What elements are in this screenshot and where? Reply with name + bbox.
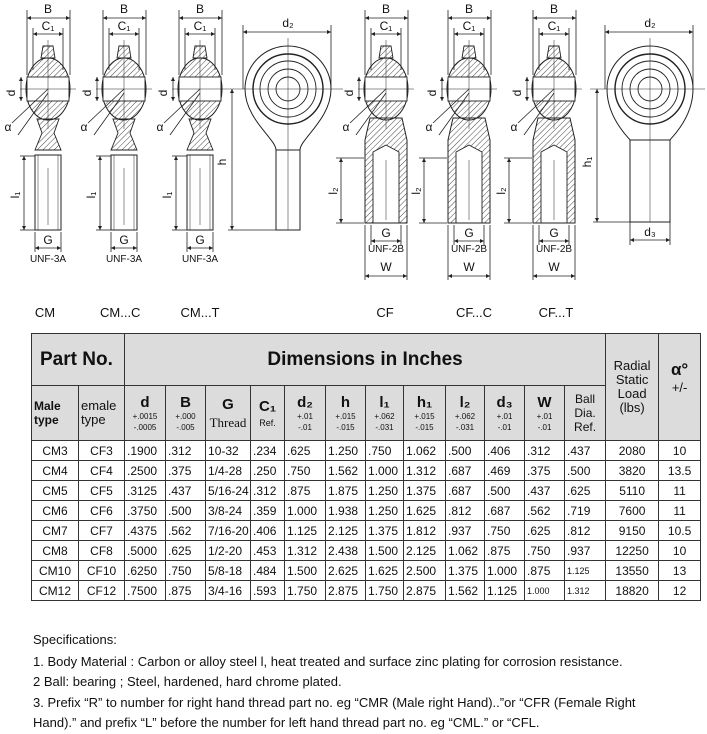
label-l2: l₂ [494,187,508,195]
column-tolerance: +.015 [335,411,356,421]
table-row [32,461,701,481]
column-tolerance: -.01 [298,422,312,432]
value-cell: .375 [525,461,565,481]
label-b: B [381,2,391,16]
label-alpha: α [425,120,433,134]
label-l2: l₂ [409,187,423,195]
value-cell: 2.438 [326,541,366,561]
label-alpha: α [510,120,518,134]
female-part-cell: CF4 [79,461,125,481]
column-tolerance: +.062 [454,411,476,421]
value-cell: .875 [285,481,326,501]
drawing-caption: CM...C [100,305,141,320]
column-header [166,386,206,441]
label-thread-spec: UNF-3A [181,254,219,265]
label-thread-spec: UNF-2B [367,244,405,255]
value-cell: .750 [285,461,326,481]
value-cell: 13 [659,561,701,581]
value-cell: .500 [565,461,606,481]
value-cell: .250 [251,461,285,481]
column-header [366,386,404,441]
value-cell: 1.500 [285,561,326,581]
table-row [32,581,701,601]
label-alpha: α [342,120,350,134]
label-c1: C₁ [41,19,55,33]
column-header [525,386,565,441]
value-cell: .500 [166,501,206,521]
value-cell: 1.562 [326,461,366,481]
label-g: G [381,226,391,240]
drawing-female-side [494,2,582,280]
value-cell: .625 [285,441,326,461]
label-l1: l₁ [8,191,22,199]
column-tolerance: +.015 [414,411,435,421]
label-g: G [464,226,474,240]
column-symbol: d₂ [297,393,313,411]
label-g: G [549,226,559,240]
value-cell: 11 [659,481,701,501]
male-part-cell: CM8 [32,541,79,561]
drawing-female-front [580,16,705,245]
value-cell: 13550 [606,561,659,581]
value-cell: 12 [659,581,701,601]
column-symbol: B [180,393,191,411]
column-tolerance: -.015 [336,422,355,432]
female-part-cell: CF3 [79,441,125,461]
value-cell: 5/16-24 [206,481,251,501]
male-part-cell: CM3 [32,441,79,461]
value-cell: 1.312 [285,541,326,561]
value-cell: .500 [446,441,485,461]
value-cell: .375 [166,461,206,481]
label-g: G [119,233,129,247]
value-cell: .4375 [125,521,166,541]
column-symbol: W [537,393,552,411]
column-symbol: G [222,395,234,413]
value-cell: 1.125 [485,581,525,601]
column-header [251,386,285,441]
value-cell: .875 [485,541,525,561]
value-cell: .453 [251,541,285,561]
value-cell: .687 [446,461,485,481]
value-cell: .406 [251,521,285,541]
value-cell: .312 [166,441,206,461]
value-cell: 1/2-20 [206,541,251,561]
value-cell: .875 [166,581,206,601]
drawing-caption: CF...C [455,305,493,320]
column-tolerance: +.0015 [132,411,158,421]
value-cell: 1.000 [485,561,525,581]
spec-line-2: 2 Ball: bearing ; Steel, hardened, hard chrome plated. [33,674,342,689]
value-cell: .625 [525,521,565,541]
value-cell: 1.125 [285,521,326,541]
value-cell: .3125 [125,481,166,501]
value-cell: 9150 [606,521,659,541]
alpha-symbol: α° [670,360,689,379]
value-cell: 5110 [606,481,659,501]
value-cell: 2.125 [326,521,366,541]
value-cell: 1.750 [366,581,404,601]
value-cell: 1.500 [366,541,404,561]
value-cell: .812 [446,501,485,521]
column-header [125,386,166,441]
value-cell: .625 [166,541,206,561]
value-cell: .2500 [125,461,166,481]
value-cell: 2.875 [404,581,446,601]
value-cell: .937 [446,521,485,541]
column-tolerance: -.01 [537,422,552,432]
label-d2: d₂ [644,16,656,30]
female-part-cell: CF12 [79,581,125,601]
female-part-cell: CF6 [79,501,125,521]
value-cell: 1.812 [404,521,446,541]
value-cell: .437 [166,481,206,501]
female-part-cell: CF7 [79,521,125,541]
label-c1: C₁ [117,19,131,33]
label-alpha: α [4,120,12,134]
label-d: d [510,89,524,97]
value-cell: 1.250 [326,441,366,461]
table-row [32,481,701,501]
value-cell: .562 [166,521,206,541]
value-cell: 3/8-24 [206,501,251,521]
value-cell: 10.5 [659,521,701,541]
label-d2: d₂ [282,16,294,30]
value-cell: .312 [525,441,565,461]
value-cell: .562 [525,501,565,521]
label-d3: d₃ [644,225,656,239]
column-header [565,386,606,441]
label-c1: C₁ [379,19,393,33]
label-h: h [215,158,229,166]
column-tolerance: -.005 [176,422,195,432]
neck [187,119,213,150]
value-cell: 1.375 [404,481,446,501]
drawing-male-front [215,16,343,230]
part-no-header: Part No. [32,334,125,386]
label-l1: l₁ [160,191,174,199]
column-symbol: d [140,393,150,411]
column-header [206,386,251,441]
column-symbol: l₂ [459,393,471,411]
label-h: h₁ [580,156,594,168]
female-part-cell: CF5 [79,481,125,501]
drawing-female-side [326,2,414,280]
column-tolerance: +.01 [536,411,553,421]
column-tolerance: +.01 [297,411,313,421]
value-cell: .625 [565,481,606,501]
male-part-cell: CM7 [32,521,79,541]
label-thread-spec: UNF-2B [450,244,488,255]
table-row [32,441,701,461]
column-tolerance: -.015 [415,422,434,432]
column-header [446,386,485,441]
value-cell: 1.562 [446,581,485,601]
table-row [32,561,701,581]
column-symbol: C₁ [258,398,277,415]
column-symbol: d₃ [496,393,513,411]
specifications [33,630,703,734]
spec-line-1: 1. Body Material : Carbon or alloy steel l, heat treated and surface zinc plating for corrosion resistance. [33,653,623,669]
value-cell: 3820 [606,461,659,481]
column-tolerance: +.01 [496,411,513,421]
value-cell: 1.000 [285,501,326,521]
value-cell: .750 [485,521,525,541]
column-tolerance: -.01 [497,422,512,432]
value-cell: 1.125 [565,561,606,581]
female-type-header: emale type [79,386,125,441]
value-cell: 2.500 [404,561,446,581]
value-cell: .406 [485,441,525,461]
dimensions-table [31,333,701,601]
label-d: d [4,89,18,97]
label-d: d [156,89,170,97]
value-cell: .359 [251,501,285,521]
column-note: Thread [209,414,247,430]
value-cell: 1.062 [446,541,485,561]
label-l1: l₁ [84,191,98,199]
rod-end-drawings [0,0,707,300]
drawing-caption: CM [34,305,56,320]
value-cell: 10 [659,541,701,561]
label-b: B [43,2,53,16]
alpha-header [659,334,701,441]
value-cell: 1.250 [366,501,404,521]
column-ref: Ref. [259,418,276,428]
label-d: d [342,89,356,97]
label-g: G [195,233,205,247]
drawing-caption: CF [376,305,394,320]
value-cell: .812 [565,521,606,541]
value-cell: .875 [525,561,565,581]
label-w: W [548,260,560,274]
value-cell: 7600 [606,501,659,521]
male-type-header: Male type [32,386,79,441]
value-cell: .719 [565,501,606,521]
male-part-cell: CM12 [32,581,79,601]
label-c1: C₁ [193,19,207,33]
column-tolerance: +.000 [175,411,196,421]
value-cell: 2080 [606,441,659,461]
female-part-cell: CF10 [79,561,125,581]
drawing-female-side [409,2,497,280]
female-part-cell: CF8 [79,541,125,561]
dimensions-header: Dimensions in Inches [125,334,606,386]
neck [35,119,61,150]
table-row [32,521,701,541]
value-cell: .593 [251,581,285,601]
value-cell: .234 [251,441,285,461]
value-cell: .7500 [125,581,166,601]
specs-title: Specifications: [33,632,117,647]
drawing-caption: CM...T [180,305,220,320]
male-part-cell: CM10 [32,561,79,581]
drawing-caption: CF...T [538,305,574,320]
column-symbol: l₁ [379,393,390,411]
table-row [32,501,701,521]
label-thread-spec: UNF-2B [535,244,573,255]
label-b: B [464,2,474,16]
label-thread-spec: UNF-3A [29,254,67,265]
spec-line-4: Hand).” and prefix “L” before the number for left hand thread part no. eg “CML.” or “CFL. [33,715,540,730]
value-cell: 10-32 [206,441,251,461]
value-cell: .750 [525,541,565,561]
drawing-male-side [156,2,228,265]
value-cell: .687 [446,481,485,501]
value-cell: .750 [366,441,404,461]
column-tolerance: -.031 [375,422,394,432]
label-b: B [549,2,559,16]
drawing-male-side [80,2,152,265]
value-cell: 10 [659,441,701,461]
value-cell: 1.750 [285,581,326,601]
value-cell: 1.312 [404,461,446,481]
label-w: W [380,260,392,274]
label-c1: C₁ [462,19,476,33]
value-cell: 2.875 [326,581,366,601]
value-cell: .437 [565,441,606,461]
value-cell: .6250 [125,561,166,581]
male-part-cell: CM4 [32,461,79,481]
value-cell: .750 [166,561,206,581]
value-cell: 1.375 [366,521,404,541]
value-cell: 1.312 [565,581,606,601]
column-symbol: h₁ [416,393,433,411]
value-cell: .437 [525,481,565,501]
label-b: B [119,2,129,16]
value-cell: 2.125 [404,541,446,561]
value-cell: 7/16-20 [206,521,251,541]
column-header [326,386,366,441]
column-tolerance: -.031 [455,422,475,432]
column-symbol: h [340,393,351,411]
label-d: d [425,89,439,97]
label-d: d [80,89,94,97]
value-cell: 11 [659,501,701,521]
column-header [285,386,326,441]
label-l2: l₂ [326,187,340,195]
value-cell: 5/8-18 [206,561,251,581]
label-c1: C₁ [547,19,561,33]
value-cell: .484 [251,561,285,581]
value-cell: 1.250 [366,481,404,501]
value-cell: .687 [485,501,525,521]
column-tolerance: -.0005 [133,422,157,432]
neck [111,119,137,150]
column-symbol: Ball Dia. Ref. [574,392,597,434]
label-b: B [195,2,205,16]
value-cell: 1.625 [404,501,446,521]
male-part-cell: CM6 [32,501,79,521]
value-cell: .500 [485,481,525,501]
spec-line-3: 3. Prefix “R” to number for right hand thread part no. eg “CMR (Male right Hand)..”or “CFR (Female Right [33,694,636,710]
column-tolerance: +.062 [374,411,395,421]
drawing-male-side [4,2,76,265]
table-row [32,541,701,561]
label-alpha: α [80,120,88,134]
value-cell: 3/4-16 [206,581,251,601]
male-part-cell: CM5 [32,481,79,501]
value-cell: 18820 [606,581,659,601]
value-cell: 1.000 [366,461,404,481]
value-cell: 1.875 [326,481,366,501]
label-thread-spec: UNF-3A [105,254,143,265]
value-cell: 1.000 [525,581,565,601]
column-header [485,386,525,441]
value-cell: .312 [251,481,285,501]
radial-load-header: Radial Static Load (lbs) [606,334,659,441]
value-cell: 12250 [606,541,659,561]
value-cell: .3750 [125,501,166,521]
value-cell: 1.938 [326,501,366,521]
value-cell: 1.062 [404,441,446,461]
value-cell: 1.625 [366,561,404,581]
alpha-tolerance: +/- [671,380,688,395]
value-cell: .5000 [125,541,166,561]
label-alpha: α [156,120,164,134]
value-cell: 13.5 [659,461,701,481]
value-cell: 1/4-28 [206,461,251,481]
value-cell: .469 [485,461,525,481]
label-w: W [463,260,475,274]
value-cell: .937 [565,541,606,561]
value-cell: .1900 [125,441,166,461]
value-cell: 2.625 [326,561,366,581]
column-header [404,386,446,441]
value-cell: 1.375 [446,561,485,581]
label-g: G [43,233,53,247]
